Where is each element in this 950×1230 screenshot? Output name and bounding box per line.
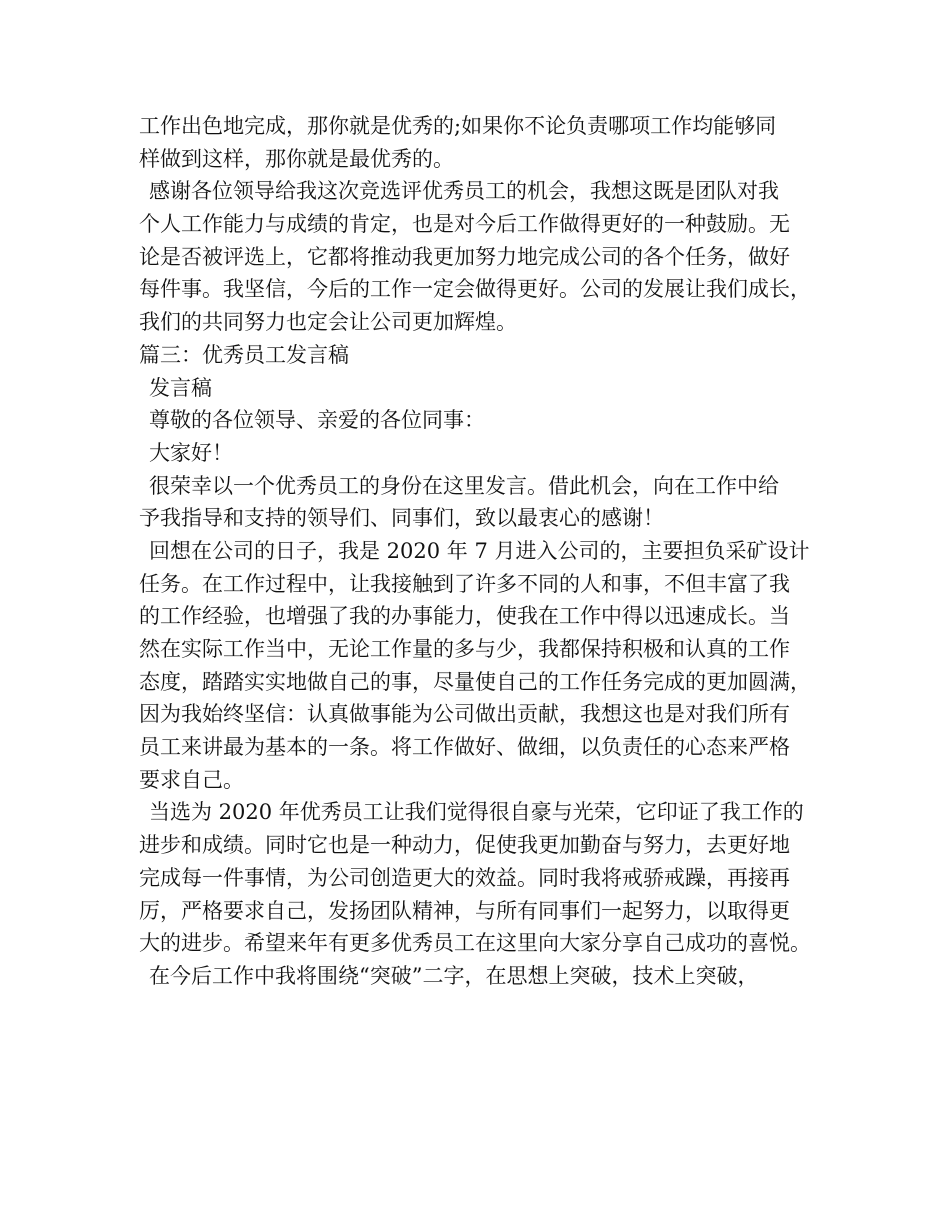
text-line: 样做到这样，那你就是最优秀的。 xyxy=(139,146,454,171)
text-line: 尊敬的各位领导、亲爱的各位同事： xyxy=(149,408,485,433)
text-line: 感谢各位领导给我这次竞选评优秀员工的机会，我想这既是团队对我 xyxy=(149,179,779,204)
text-line: 员工来讲最为基本的一条。将工作做好、做细，以负责任的心态来严格 xyxy=(139,735,790,760)
text-line: 完成每一件事情，为公司创造更大的效益。同时我将戒骄戒躁，再接再 xyxy=(139,865,790,890)
text-line: 厉，严格要求自己，发扬团队精神，与所有同事们一起努力，以取得更 xyxy=(139,898,790,923)
text-line: 个人工作能力与成绩的肯定，也是对今后工作做得更好的一种鼓励。无 xyxy=(139,212,790,237)
text-line: 予我指导和支持的领导们、同事们，致以最衷心的感谢！ xyxy=(139,506,664,531)
text-line: 我们的共同努力也定会让公司更加辉煌。 xyxy=(139,310,517,335)
text-line: 回想在公司的日子，我是 2020 年 7 月进入公司的，主要担负采矿设计 xyxy=(149,538,810,563)
text-line: 大家好！ xyxy=(149,440,233,465)
text-line: 因为我始终坚信：认真做事能为公司做出贡献，我想这也是对我们所有 xyxy=(139,702,790,727)
text-line: 每件事。我坚信，今后的工作一定会做得更好。公司的发展让我们成长， xyxy=(139,277,811,302)
text-line: 的工作经验，也增强了我的办事能力，使我在工作中得以迅速成长。当 xyxy=(139,604,790,629)
text-line: 态度，踏踏实实地做自己的事，尽量使自己的工作任务完成的更加圆满， xyxy=(139,669,811,694)
text-line: 任务。在工作过程中，让我接触到了许多不同的人和事，不但丰富了我 xyxy=(139,571,790,596)
text-line: 工作出色地完成，那你就是优秀的;如果你不论负责哪项工作均能够同 xyxy=(139,114,777,138)
text-line: 然在实际工作当中，无论工作量的多与少，我都保持积极和认真的工作 xyxy=(139,637,790,661)
text-line: 发言稿 xyxy=(149,375,212,400)
text-line: 当选为 2020 年优秀员工让我们觉得很自豪与光荣，它印证了我工作的 xyxy=(149,800,804,825)
text-line: 要求自己。 xyxy=(139,767,244,792)
text-line: 在今后工作中我将围绕“突破”二字，在思想上突破，技术上突破， xyxy=(149,963,759,988)
text-line: 进步和成绩。同时它也是一种动力，促使我更加勤奋与努力，去更好地 xyxy=(139,833,790,858)
text-line: 篇三：优秀员工发言稿 xyxy=(139,342,349,367)
text-line: 论是否被评选上，它都将推动我更加努力地完成公司的各个任务，做好 xyxy=(139,244,790,269)
text-line: 很荣幸以一个优秀员工的身份在这里发言。借此机会，向在工作中给 xyxy=(149,473,779,498)
document-text-body xyxy=(139,110,819,993)
text-line: 大的进步。希望来年有更多优秀员工在这里向大家分享自己成功的喜悦。 xyxy=(139,931,811,956)
